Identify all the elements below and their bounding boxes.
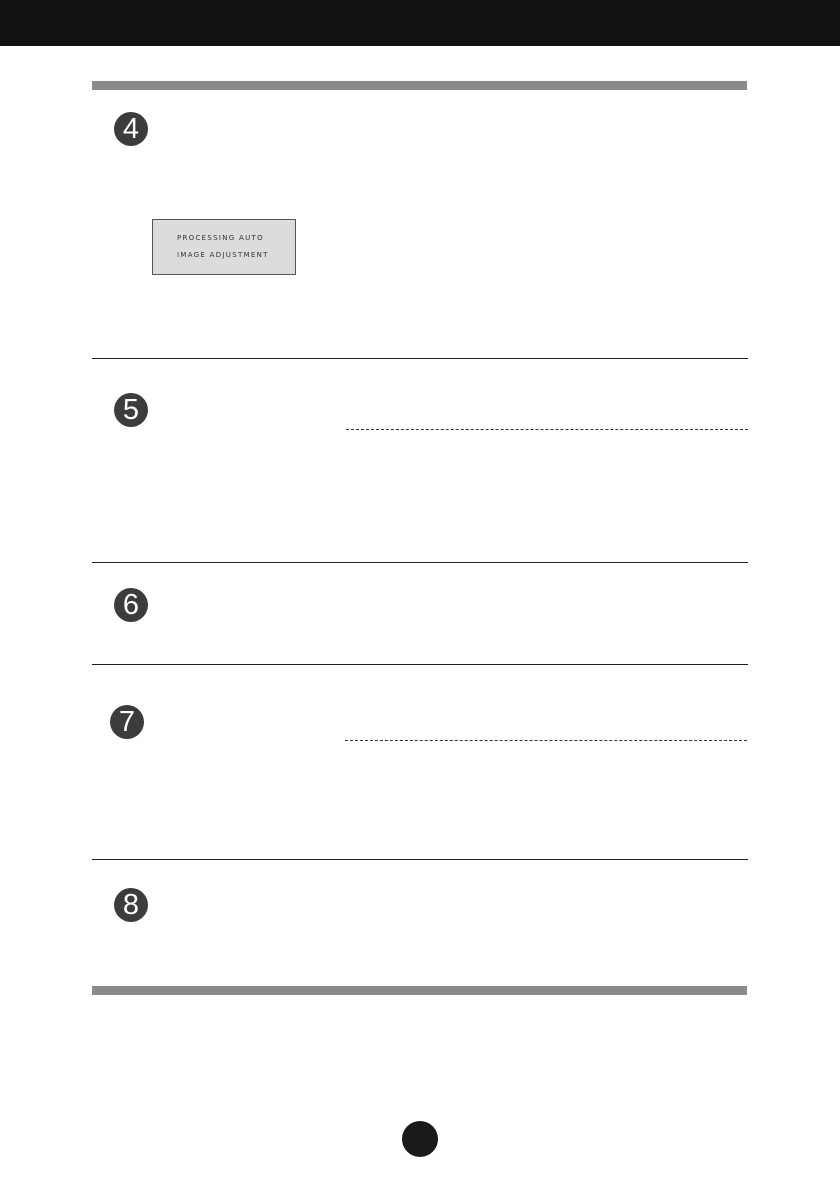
page-number-marker (402, 1121, 438, 1157)
step-8-number: 8 (114, 888, 148, 922)
header-band (0, 0, 840, 46)
step-4-number: 4 (114, 112, 148, 146)
step-5-number: 5 (114, 393, 148, 427)
dashed-divider (346, 429, 748, 430)
step-6-number: 6 (114, 588, 148, 622)
section-bottom-rule (92, 986, 747, 995)
osd-message-box (152, 219, 296, 275)
step-divider (92, 562, 748, 563)
osd-message-line-2: IMAGE ADJUSTMENT (177, 251, 269, 259)
step-7-number: 7 (110, 705, 144, 739)
dashed-divider (345, 740, 747, 741)
step-divider (92, 859, 748, 860)
osd-message-line-1: PROCESSING AUTO (177, 234, 264, 242)
section-top-rule (92, 81, 747, 90)
step-divider (92, 664, 748, 665)
step-divider (92, 358, 748, 359)
